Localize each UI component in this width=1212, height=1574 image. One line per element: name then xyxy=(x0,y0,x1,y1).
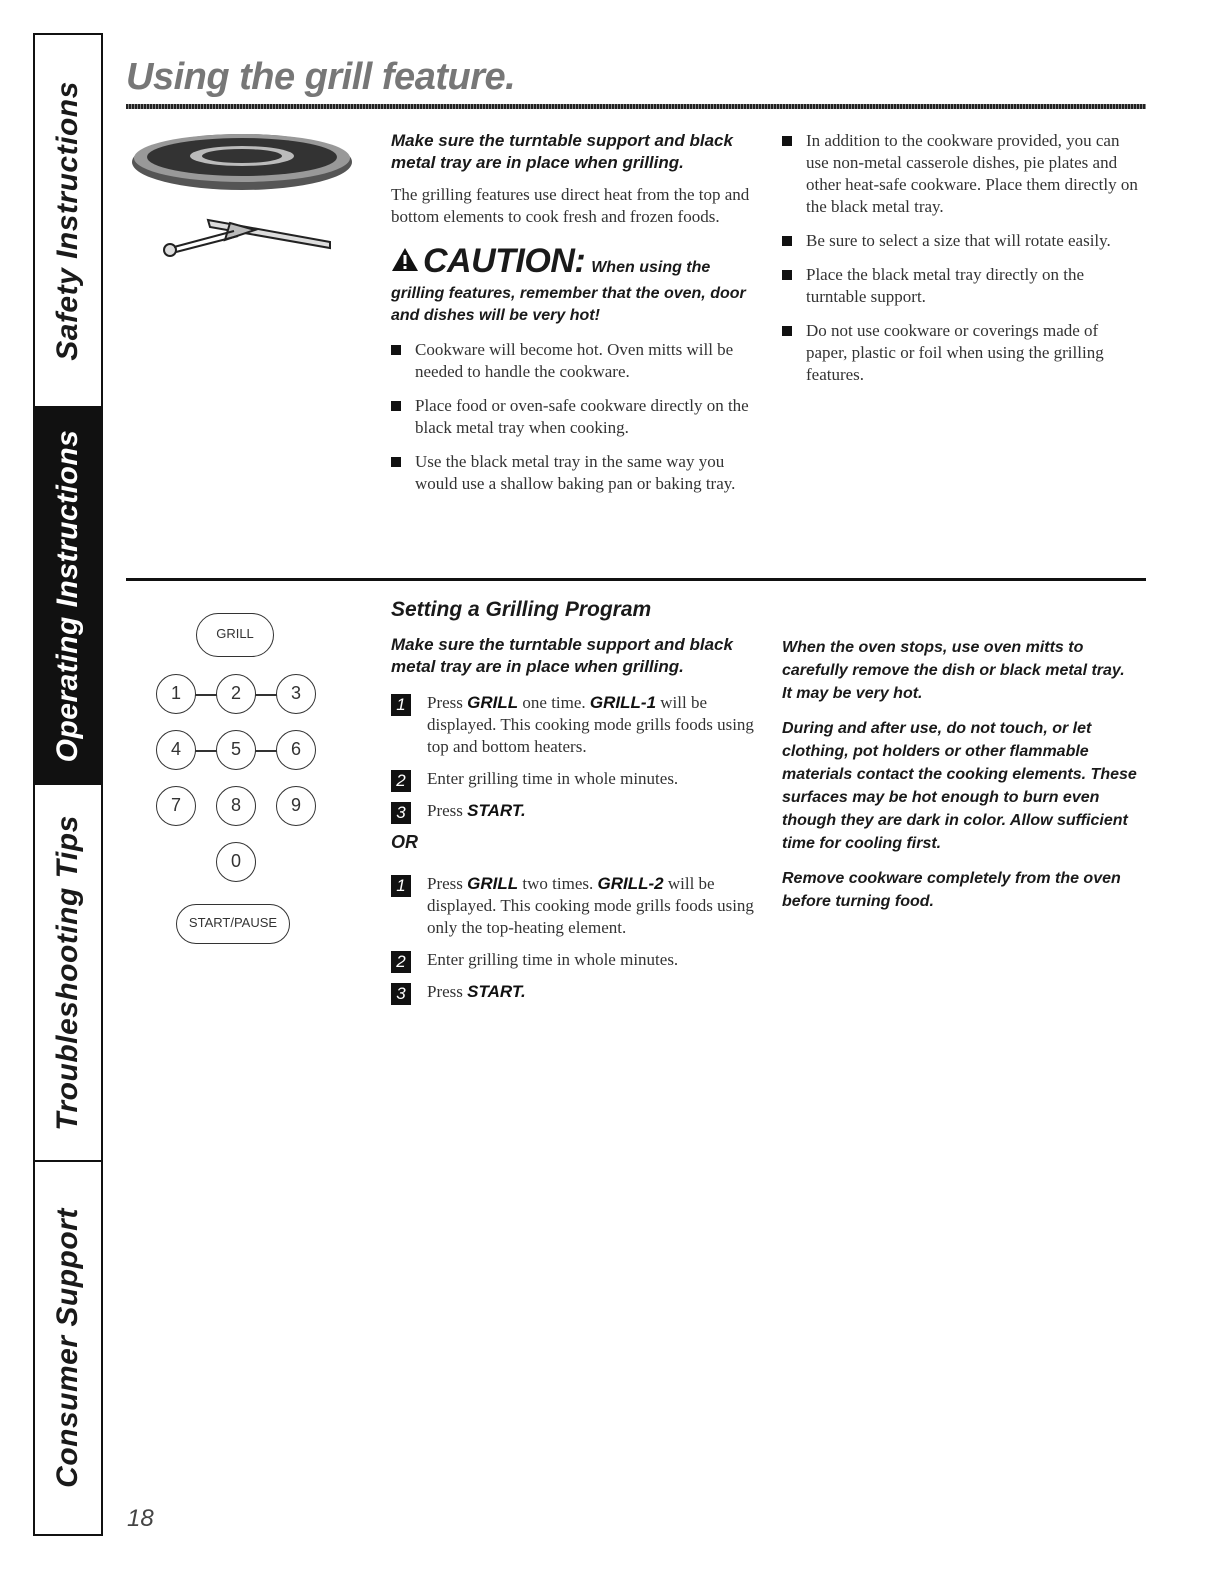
section2-lead: Make sure the turntable support and black metal tray are in place when grilling. xyxy=(391,635,733,676)
digit-6-key[interactable]: 6 xyxy=(276,730,316,770)
list-item: Do not use cookware or coverings made of paper, plastic or foil when using the grilling features. xyxy=(782,320,1142,386)
step-a1: 1 Press GRILL one time. GRILL-1 will be displayed. This cooking mode grills foods using top and bottom heaters. xyxy=(391,692,761,758)
tab-consumer-support[interactable] xyxy=(35,1162,101,1534)
title-rule xyxy=(126,104,1146,109)
section1-middle-column xyxy=(391,130,761,507)
step-number-badge: 1 xyxy=(391,694,411,716)
digit-9-key[interactable]: 9 xyxy=(276,786,316,826)
step-b2: 2 Enter grilling time in whole minutes. xyxy=(391,949,761,971)
digit-7-key[interactable]: 7 xyxy=(156,786,196,826)
tab-label: Safety Instructions xyxy=(51,80,84,361)
or-separator: OR xyxy=(391,832,418,852)
tab-label: Troubleshooting Tips xyxy=(51,814,84,1131)
digit-0-key[interactable]: 0 xyxy=(216,842,256,882)
caution-tail: When using the xyxy=(591,259,711,276)
step-number-badge: 1 xyxy=(391,875,411,897)
step-b1: 1 Press GRILL two times. GRILL-2 will be displayed. This cooking mode grills foods using only the top-heating element. xyxy=(391,873,761,939)
caution-word: CAUTION: xyxy=(423,242,586,280)
list-item: Place food or oven-safe cookware directly on the black metal tray when cooking. xyxy=(391,395,761,439)
list-item: Cookware will become hot. Oven mitts will be needed to handle the cookware. xyxy=(391,339,761,383)
step-a2: 2 Enter grilling time in whole minutes. xyxy=(391,768,761,790)
step-b3: 3 Press START. xyxy=(391,981,761,1003)
tab-label: Operating Instructions xyxy=(51,429,84,762)
black-metal-tray-icon xyxy=(132,134,352,190)
list-item: Place the black metal tray directly on the turntable support. xyxy=(782,264,1142,308)
warning-triangle-icon xyxy=(391,246,419,272)
turntable-illustration xyxy=(130,128,360,268)
page-number: 18 xyxy=(127,1505,154,1532)
digit-3-key[interactable]: 3 xyxy=(276,674,316,714)
section-divider xyxy=(126,578,1146,581)
list-item: In addition to the cookware provided, you can use non-metal casserole dishes, pie plates and other heat-safe cookware. Place them directly on the black metal tray. xyxy=(782,130,1142,218)
section1-lead: Make sure the turntable support and black metal tray are in place when grilling. xyxy=(391,131,733,172)
digit-4-key[interactable]: 4 xyxy=(156,730,196,770)
start-pause-key[interactable]: START/PAUSE xyxy=(176,904,290,944)
digit-5-key[interactable]: 5 xyxy=(216,730,256,770)
warning-text: Remove cookware completely from the oven before turning food. xyxy=(782,870,1121,910)
list-item: Be sure to select a size that will rotate easily. xyxy=(782,230,1142,252)
tab-troubleshooting-tips[interactable] xyxy=(35,785,101,1162)
caution-heading xyxy=(391,242,761,281)
caution-body: grilling features, remember that the oven, door and dishes will be very hot! xyxy=(391,285,746,324)
section2-heading: Setting a Grilling Program xyxy=(391,598,652,621)
step-a3: 3 Press START. xyxy=(391,800,761,822)
step-number-badge: 3 xyxy=(391,983,411,1005)
page-title: Using the grill feature. xyxy=(126,56,516,98)
side-tab-strip xyxy=(33,33,103,1536)
section1-right-column xyxy=(782,130,1142,398)
list-item: Use the black metal tray in the same way you would use a shallow baking pan or baking tray. xyxy=(391,451,761,495)
step-number-badge: 2 xyxy=(391,951,411,973)
section2-middle-column xyxy=(391,598,761,1013)
tab-safety-instructions[interactable] xyxy=(35,35,101,408)
step-number-badge: 3 xyxy=(391,802,411,824)
digit-1-key[interactable]: 1 xyxy=(156,674,196,714)
tab-label: Consumer Support xyxy=(51,1208,84,1488)
warning-text: When the oven stops, use oven mitts to carefully remove the dish or black metal tray. It may be very hot. xyxy=(782,639,1125,702)
digit-2-key[interactable]: 2 xyxy=(216,674,256,714)
tab-operating-instructions[interactable] xyxy=(35,408,101,785)
digit-8-key[interactable]: 8 xyxy=(216,786,256,826)
step-number-badge: 2 xyxy=(391,770,411,792)
section1-left-bullets xyxy=(391,339,761,495)
section2-warnings xyxy=(782,636,1137,925)
grill-key[interactable]: GRILL xyxy=(196,613,274,657)
warning-text: During and after use, do not touch, or let clothing, pot holders or other flammable materials contact the cooking elements. These surfaces may be hot enough to burn even though they are dark in color. Allow sufficient time for cooling first. xyxy=(782,720,1137,852)
section1-intro: The grilling features use direct heat from the top and bottom elements to cook fresh and frozen foods. xyxy=(391,185,750,226)
section1-right-bullets xyxy=(782,130,1142,386)
turntable-support-icon xyxy=(164,220,330,256)
